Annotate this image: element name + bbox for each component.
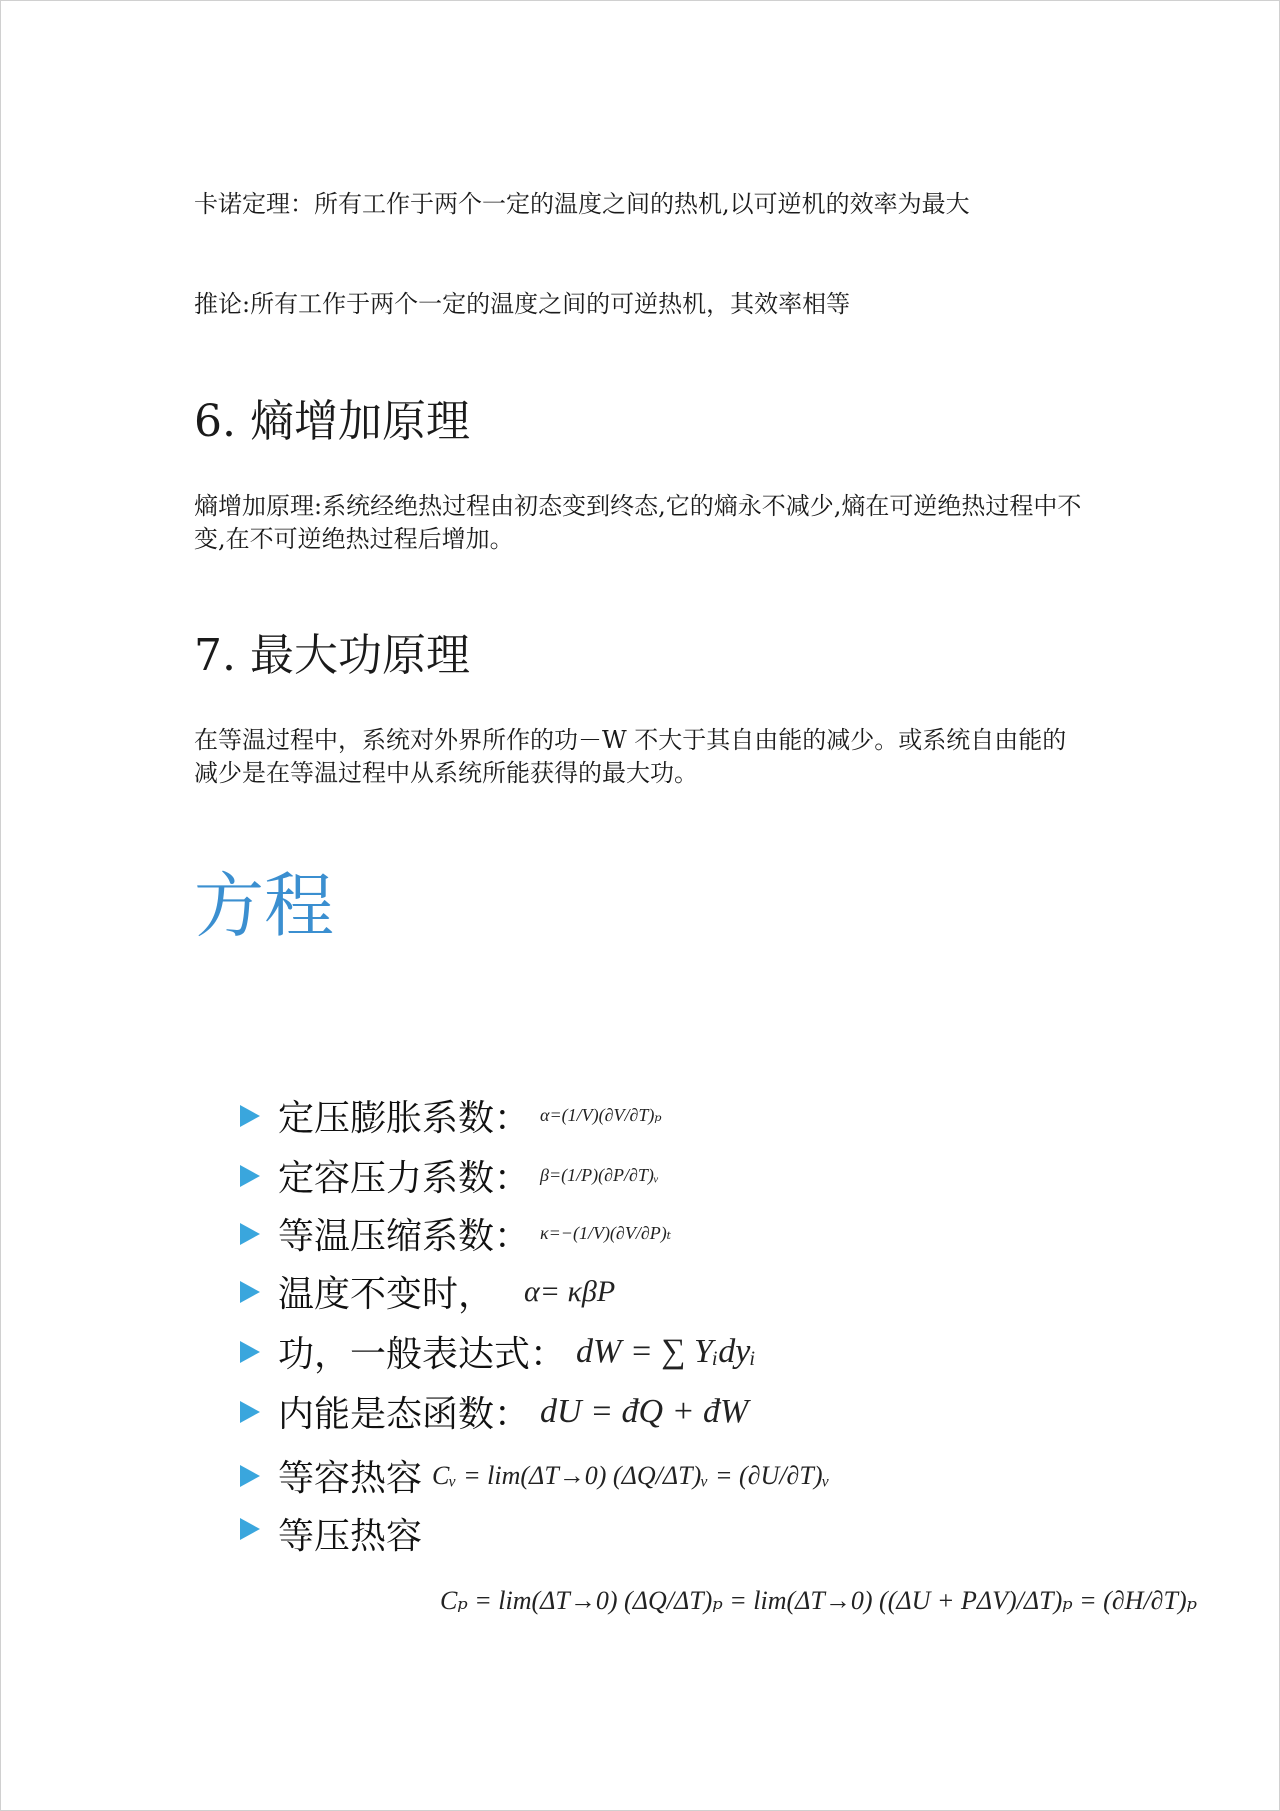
list-item [240, 1508, 422, 1559]
triangle-bullet-icon [240, 1281, 260, 1303]
triangle-bullet-icon [240, 1341, 260, 1363]
equation-label: 等压热容 [278, 1516, 423, 1557]
equation-formula: α=(1/V)(∂V/∂T)ₚ [540, 1105, 662, 1125]
equation-label: 等温压缩系数： [278, 1216, 531, 1257]
corollary-paragraph: 推论:所有工作于两个一定的温度之间的可逆热机，其效率相等 [194, 290, 851, 318]
list-item-formula-line [440, 1586, 1197, 1616]
section-title-equations: 方程 [194, 865, 334, 947]
max-work-paragraph: 在等温过程中，系统对外界所作的功－W 不大于其自由能的减少。或系统自由能的减少是在等温过程中从系统所能获得的最大功。 [194, 726, 1067, 787]
equation-formula: κ=−(1/V)(∂V/∂P)ₜ [540, 1223, 672, 1243]
triangle-bullet-icon [240, 1518, 260, 1540]
list-item [240, 1450, 830, 1501]
triangle-bullet-icon [240, 1401, 260, 1423]
equation-formula: α= κβP [524, 1274, 616, 1308]
equation-formula: β=(1/P)(∂P/∂T)ᵥ [540, 1165, 659, 1185]
triangle-bullet-icon [240, 1165, 260, 1187]
list-item [240, 1090, 662, 1141]
entropy-paragraph: 熵增加原理:系统经绝热过程由初态变到终态,它的熵永不减少,熵在可逆绝热过程中不变,在不可逆绝热过程后增加。 [194, 492, 1082, 553]
equation-formula: dW = ∑ Yᵢdyᵢ [576, 1332, 756, 1370]
triangle-bullet-icon [240, 1105, 260, 1127]
entropy-heading: 6. 熵增加原理 [194, 396, 470, 447]
equation-label: 内能是态函数： [278, 1394, 531, 1435]
equation-label: 等容热容 [278, 1458, 423, 1499]
carnot-theorem-paragraph: 卡诺定理：所有工作于两个一定的温度之间的热机,以可逆机的效率为最大 [194, 190, 970, 218]
list-item [240, 1266, 615, 1317]
equation-formula: Cₚ = lim(ΔT→0) (ΔQ/ΔT)ₚ = lim(ΔT→0) ((ΔU + PΔV)/ΔT)ₚ = (∂H/∂T)ₚ [440, 1586, 1198, 1615]
list-item [240, 1326, 756, 1377]
equation-label: 功，一般表达式： [278, 1334, 567, 1375]
equation-label: 定容压力系数： [278, 1158, 531, 1199]
triangle-bullet-icon [240, 1223, 260, 1245]
equation-formula: dU = đQ + đW [540, 1392, 749, 1430]
list-item [240, 1386, 748, 1437]
equation-label: 温度不变时， [278, 1274, 495, 1315]
equation-label: 定压膨胀系数： [278, 1098, 531, 1139]
triangle-bullet-icon [240, 1465, 260, 1487]
equation-formula: Cᵥ = lim(ΔT→0) (ΔQ/ΔT)ᵥ = (∂U/∂T)ᵥ [432, 1460, 830, 1490]
list-item [240, 1150, 659, 1201]
list-item [240, 1208, 671, 1259]
max-work-heading: 7. 最大功原理 [194, 630, 470, 681]
